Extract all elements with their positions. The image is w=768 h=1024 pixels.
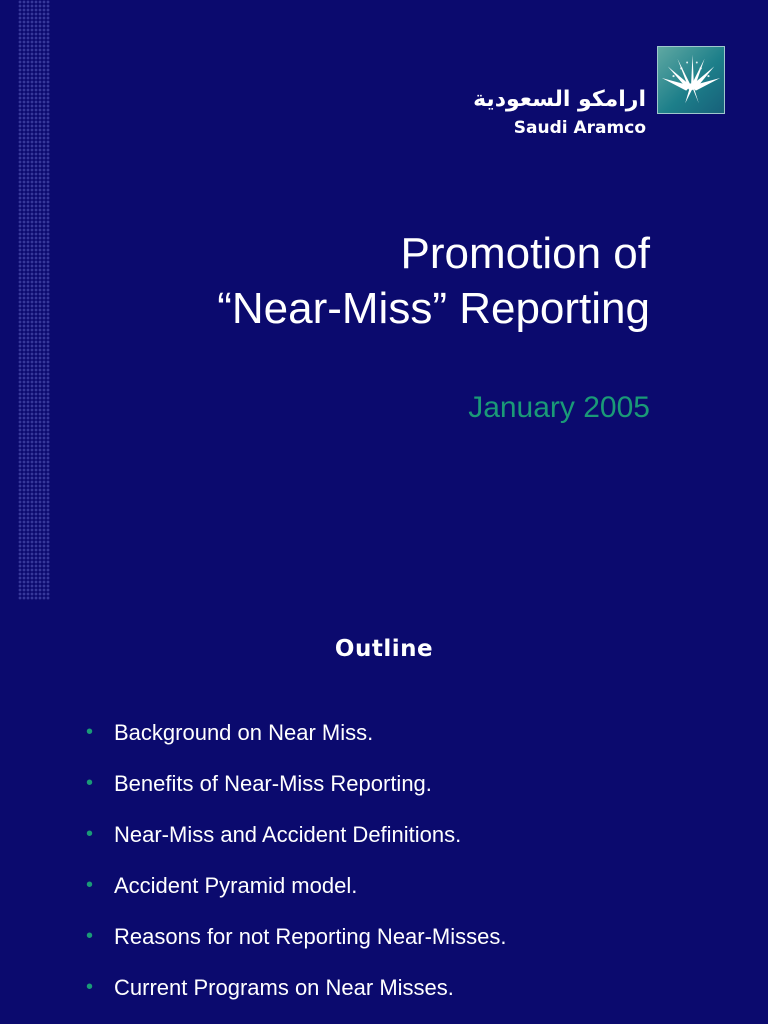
slide-title-line-1: Promotion of (400, 229, 650, 278)
dotted-pattern-decoration (18, 0, 50, 600)
outline-item (86, 820, 507, 871)
outline-item (86, 973, 507, 1024)
outline-item-text: Near-Miss and Accident Definitions. (114, 822, 462, 847)
outline-item-text: Accident Pyramid model. (114, 873, 358, 898)
bullet-icon: • (86, 874, 94, 896)
bullet-icon: • (86, 823, 94, 845)
star-burst-icon (657, 46, 725, 114)
bullet-icon: • (86, 721, 94, 743)
outline-item (86, 871, 507, 922)
outline-item-text: Reasons for not Reporting Near-Misses. (114, 924, 507, 949)
outline-item-text: Background on Near Miss. (114, 720, 374, 745)
outline-slide (0, 600, 768, 1024)
outline-item-text: Current Programs on Near Misses. (114, 975, 454, 1000)
slide-title-line-2: “Near-Miss” Reporting (217, 284, 650, 333)
logo-english-wordmark: Saudi Aramco (513, 118, 646, 138)
slide-title (217, 226, 650, 336)
bullet-icon: • (86, 976, 94, 998)
bullet-icon: • (86, 925, 94, 947)
outline-heading: Outline (334, 636, 434, 662)
outline-item-text: Benefits of Near-Miss Reporting. (114, 771, 432, 796)
outline-item (86, 769, 507, 820)
slide-date: January 2005 (468, 391, 650, 424)
outline-item (86, 922, 507, 973)
outline-list (86, 718, 507, 1024)
logo-arabic-wordmark: ارامكو السعودية (473, 87, 646, 112)
bullet-icon: • (86, 772, 94, 794)
outline-item (86, 718, 507, 769)
